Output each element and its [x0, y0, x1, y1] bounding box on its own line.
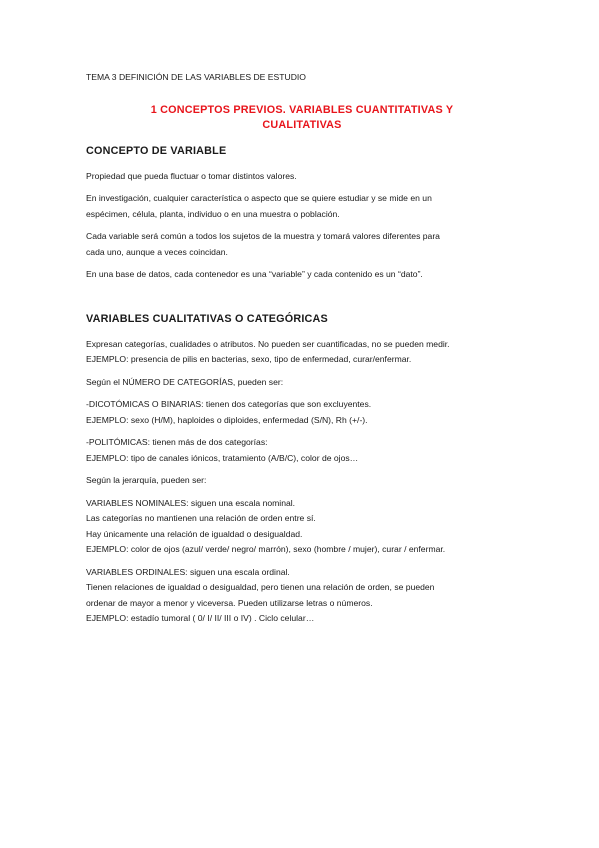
paragraph: [86, 191, 518, 222]
paragraph-line: Tienen relaciones de igualdad o desigualdad, pero tienen una relación de orden, se pueden: [86, 582, 435, 592]
paragraph-line: Según la jerarquía, pueden ser:: [86, 475, 207, 485]
page-content: [86, 70, 518, 634]
paragraph-line: EJEMPLO: presencia de pilis en bacterias, sexo, tipo de enfermedad, curar/enfermar.: [86, 354, 412, 364]
paragraph: [86, 267, 518, 283]
paragraph-line: Propiedad que pueda fluctuar o tomar distintos valores.: [86, 170, 297, 181]
paragraph-line: Cada variable será común a todos los sujetos de la muestra y tomará valores diferentes para: [86, 231, 440, 241]
paragraph-line: Según el NÚMERO DE CATEGORÍAS, pueden ser:: [86, 376, 284, 387]
paragraph-line: EJEMPLO: tipo de canales iónicos, tratamiento (A/B/C), color de ojos…: [86, 452, 359, 463]
paragraph: [86, 496, 518, 558]
section-heading-cualitativas: VARIABLES CUALITATIVAS O CATEGÓRICAS: [86, 312, 328, 325]
paragraph: [86, 337, 518, 368]
section-heading-concepto: CONCEPTO DE VARIABLE: [86, 144, 227, 157]
paragraph-line: En investigación, cualquier característica o aspecto que se quiere estudiar y se mide en un: [86, 193, 432, 203]
paragraph-line: -DICOTÓMICAS O BINARIAS: tienen dos categorías que son excluyentes.: [86, 399, 372, 409]
paragraph-line: Hay únicamente una relación de igualdad o desigualdad.: [86, 528, 303, 539]
paragraph-line: ordenar de mayor a menor y viceversa. Pueden utilizarse letras o números.: [86, 597, 373, 608]
paragraph-line: espécimen, célula, planta, individuo o en una muestra o población.: [86, 208, 340, 219]
paragraph-line: -POLITÓMICAS: tienen más de dos categorías:: [86, 437, 268, 447]
topic-header: TEMA 3 DEFINICIÓN DE LAS VARIABLES DE ESTUDIO: [86, 72, 306, 82]
paragraph-line: EJEMPLO: estadío tumoral ( 0/ I/ II/ III o IV) . Ciclo celular…: [86, 613, 315, 623]
paragraph: [86, 169, 518, 185]
paragraph-line: EJEMPLO: color de ojos (azul/ verde/ negro/ marrón), sexo (hombre / mujer), curar / enfermar.: [86, 544, 446, 554]
title-line-1: 1 CONCEPTOS PREVIOS. VARIABLES CUANTITATIVAS Y: [150, 103, 454, 116]
paragraph: [86, 473, 518, 489]
paragraph: [86, 229, 518, 260]
paragraph-line: VARIABLES NOMINALES: siguen una escala nominal.: [86, 497, 296, 508]
paragraph: [86, 565, 518, 627]
document-title: [86, 103, 518, 133]
paragraph-line: Expresan categorías, cualidades o atributos. No pueden ser cuantificadas, no se pueden medir.: [86, 338, 450, 349]
paragraph-line: VARIABLES ORDINALES: siguen una escala ordinal.: [86, 566, 290, 577]
paragraph-line: EJEMPLO: sexo (H/M), haploides o diploides, enfermedad (S/N), Rh (+/-).: [86, 414, 368, 425]
paragraph: [86, 375, 518, 391]
paragraph-line: cada uno, aunque a veces coincidan.: [86, 246, 228, 257]
paragraph-line: Las categorías no mantienen una relación de orden entre sí.: [86, 513, 316, 523]
paragraph: [86, 397, 518, 428]
title-line-2: CUALITATIVAS: [262, 118, 342, 131]
paragraph: [86, 435, 518, 466]
paragraph-line: En una base de datos, cada contenedor es una “variable” y cada contenido es un “dato”.: [86, 269, 423, 279]
